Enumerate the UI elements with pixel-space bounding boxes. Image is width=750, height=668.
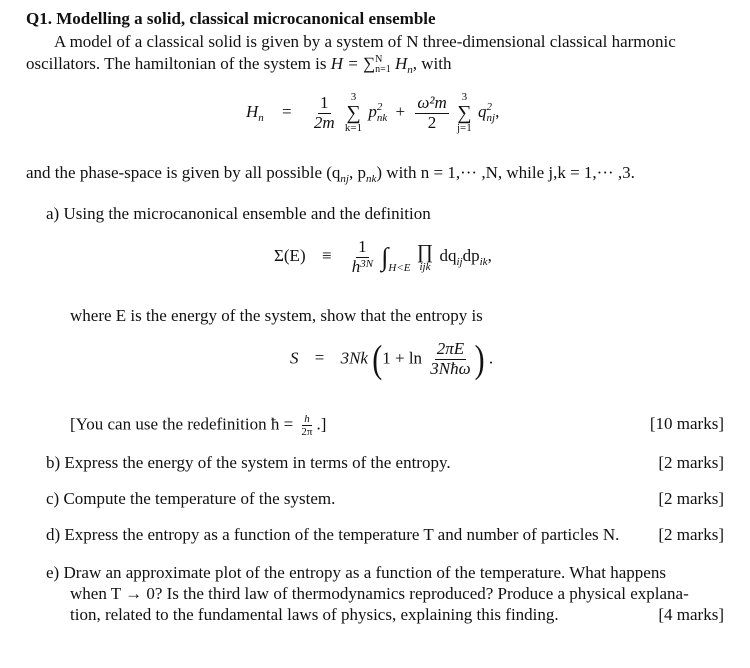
eq1-sum2-upper: 3 (461, 91, 468, 103)
sigma-frac-den: $h^{3N}$ (351, 256, 374, 276)
intro-line-2 (26, 53, 451, 75)
eq1-q-scripts (487, 102, 496, 124)
eq1-p-scripts (377, 102, 387, 124)
entropy-end: . (488, 348, 494, 368)
phase-q-sub: nj (340, 173, 349, 185)
entropy-frac-den: 3Nħω (430, 359, 471, 378)
hint-frac-num: h (304, 413, 310, 425)
part-e-line-2: when T → 0? Is the third law of thermodynamics reproduced? Produce a physical explana- (70, 584, 689, 603)
phase-text: and the phase-space is given by all possible (q (26, 163, 341, 182)
eq1-lhs-sub: n (258, 111, 264, 124)
eq1-sum1: 3 ∑ k=1 (344, 91, 363, 134)
eq1-p: p (368, 101, 377, 121)
eq1-sum1-upper: 3 (350, 91, 357, 103)
intro-hn-sub: n (407, 64, 413, 76)
intro-sum-upper: N (375, 54, 383, 66)
part-a-marks: [10 marks] (649, 414, 724, 433)
entropy-equation: S = 3Nk (1 + ln $\frac{2\pi E}{\text{3Nħω}}$ ) . (290, 338, 494, 381)
hint-text: [You can use the redefinition ħ = (70, 414, 294, 434)
integral-symbol: ∫ (381, 242, 389, 272)
entropy-frac-num: 2πE (436, 339, 465, 359)
diff-dp: dp (462, 246, 480, 266)
diff-dq-sub: ij (456, 256, 463, 269)
phase-space-line (26, 162, 635, 184)
eq1-p-sub: nk (376, 112, 388, 124)
intro-sum-lower: n=1 (375, 64, 391, 76)
diff-dq: dq (439, 246, 457, 266)
integral-domain: H<E (388, 262, 411, 275)
eq1-comma: , (495, 101, 500, 121)
eq1-frac1-den: 2m (313, 112, 335, 132)
part-b-label: b) Express the energy of the system in terms of the entropy. (46, 453, 451, 472)
eq1-q-sub: nj (486, 112, 496, 124)
intro-hn: H (394, 54, 408, 73)
hint-line (70, 413, 326, 438)
intro-sum-limits (375, 55, 391, 75)
phase-p-sub: nk (365, 173, 377, 185)
question-heading: Q1. Modelling a solid, classical microcanonical ensemble (26, 9, 436, 28)
hamiltonian-equation (246, 92, 499, 134)
eq1-p-sup: 2 (376, 101, 383, 113)
eq1-frac2-num: ω²m (417, 92, 447, 112)
entropy-lhs: S (290, 348, 299, 368)
hint-frac-den: 2π (301, 426, 313, 439)
phase-tail: ) with n = 1,··· ,N, while j,k = 1,··· ,3. (376, 163, 635, 182)
eq1-frac1-num: 1 (320, 92, 329, 112)
hint-end: .] (316, 414, 327, 434)
part-e-line-1: e) Draw an approximate plot of the entropy as a function of the temperature. What happens (46, 563, 666, 582)
hint-frac (299, 413, 314, 438)
sigma-frac-num: 1 (358, 237, 367, 256)
intro-text: oscillators. The hamiltonian of the system is (26, 54, 327, 73)
eq1-plus: + (395, 101, 406, 121)
eq1-frac2-den: 2 (427, 112, 437, 132)
phase-mid: , p (348, 163, 366, 182)
part-b-marks: [2 marks] (658, 453, 724, 472)
part-e-marks: [4 marks] (658, 605, 724, 624)
hamiltonian-symbol: H = ∑ (330, 54, 376, 73)
eq1-equals: = (282, 101, 292, 121)
sigma-frac-den-sup: 3N (360, 257, 374, 270)
part-d-marks: [2 marks] (658, 525, 724, 544)
part-c-marks: [2 marks] (658, 489, 724, 508)
part-a-label: a) Using the microcanonical ensemble and the definition (46, 204, 431, 223)
intro-line-1: A model of a classical solid is given by a system of N three-dimensional classical harmonic (54, 32, 676, 51)
eq1-q-sup: 2 (486, 101, 493, 113)
sigma-lhs: Σ(E) (274, 246, 306, 266)
sigma-frac (350, 238, 375, 276)
product-symbol: ∏ ijk (416, 240, 434, 273)
part-e-line-3: tion, related to the fundamental laws of physics, explaining this finding. (70, 605, 559, 624)
sigma-equiv: ≡ (321, 246, 332, 266)
diff-dp-sub: ik (479, 256, 488, 269)
part-d-label: d) Express the entropy as a function of the temperature T and number of particles N. (46, 525, 620, 544)
eq1-frac1 (312, 94, 337, 132)
eq1-lhs: H (246, 101, 259, 121)
eq1-sum1-lower: k=1 (344, 122, 363, 134)
eq1-frac2 (415, 94, 448, 132)
sigma-definition (274, 238, 492, 276)
part-a-where: where E is the energy of the system, show that the entropy is (70, 306, 483, 325)
product-sub: ijk (419, 260, 431, 273)
eq1-q: q (478, 101, 487, 121)
eq1-sum2: 3 ∑ j=1 (457, 91, 472, 134)
eq1-sum2-lower: j=1 (457, 122, 472, 134)
entropy-equals: = (314, 348, 325, 368)
entropy-frac (428, 340, 472, 378)
entropy-prefactor: 3Nk (340, 348, 368, 368)
intro-tail: , with (412, 54, 452, 73)
diff-end: , (487, 246, 492, 266)
part-c-label: c) Compute the temperature of the system. (46, 489, 336, 508)
entropy-one-plus-ln: 1 + ln (382, 348, 423, 368)
